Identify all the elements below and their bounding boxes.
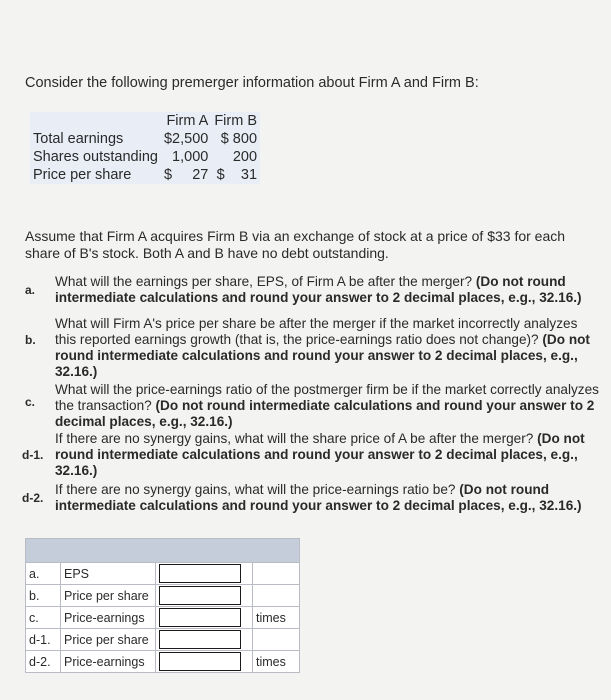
row-shares-outstanding: Shares outstanding 1,000 200 <box>33 149 258 165</box>
answer-table <box>25 538 300 673</box>
answer-row-d1: d-1. Price per share <box>26 629 300 651</box>
answer-row-a: a. EPS <box>26 563 300 585</box>
row-price-per-share: Price per share $ 27 $ 31 <box>33 167 258 183</box>
answer-row-b: b. Price per share <box>26 585 300 607</box>
row-total-earnings: Total earnings $2,500 $ 800 <box>33 131 258 147</box>
intro-text: Consider the following premerger information about Firm A and Firm B: <box>25 75 479 91</box>
question-b: b. What will Firm A's price per share be after the merger if the market incorrectly analyzes this reported earnings growth (that is, the price-earnings ratio does not change)? (Do not round intermediate calculations and round your answer to 2 decimal places, e.g., 32.16.) <box>25 316 590 379</box>
question-c: c. What will the price-earnings ratio of the postmerger firm be if the market correctly analyzes the transaction? (Do not round intermediate calculations and round your answer to 2 decimal places, e.g., 32.16.) <box>25 382 599 429</box>
premerger-info-table <box>30 112 260 184</box>
answer-table-header <box>26 539 300 563</box>
question-a: a. What will the earnings per share, EPS, of Firm A be after the merger? (Do not round intermediate calculations and round your answer to 2 decimal places, e.g., 32.16.) <box>25 274 582 305</box>
answer-input-d1[interactable] <box>159 630 241 649</box>
assumption-text: Assume that Firm A acquires Firm B via an exchange of stock at a price of $33 for each share of B's stock. Both A and B have no debt outstanding. <box>25 228 566 261</box>
header-firm-a: Firm A <box>166 113 209 129</box>
answer-input-d2[interactable] <box>159 652 241 671</box>
question-d1: d-1. If there are no synergy gains, what will the share price of A be after the merger? (Do not round intermediate calculations and round your answer to 2 decimal places, e.g., 32.16.) <box>22 431 585 478</box>
answer-input-b[interactable] <box>159 586 241 605</box>
header-firm-b: Firm B <box>214 113 258 129</box>
question-d2: d-2. If there are no synergy gains, what will the price-earnings ratio be? (Do not round intermediate calculations and round your answer to 2 decimal places, e.g., 32.16.) <box>22 482 582 513</box>
answer-input-a[interactable] <box>159 564 241 583</box>
answer-input-c[interactable] <box>159 608 241 627</box>
answer-row-d2: d-2. Price-earnings times <box>26 651 300 673</box>
answer-row-c: c. Price-earnings times <box>26 607 300 629</box>
